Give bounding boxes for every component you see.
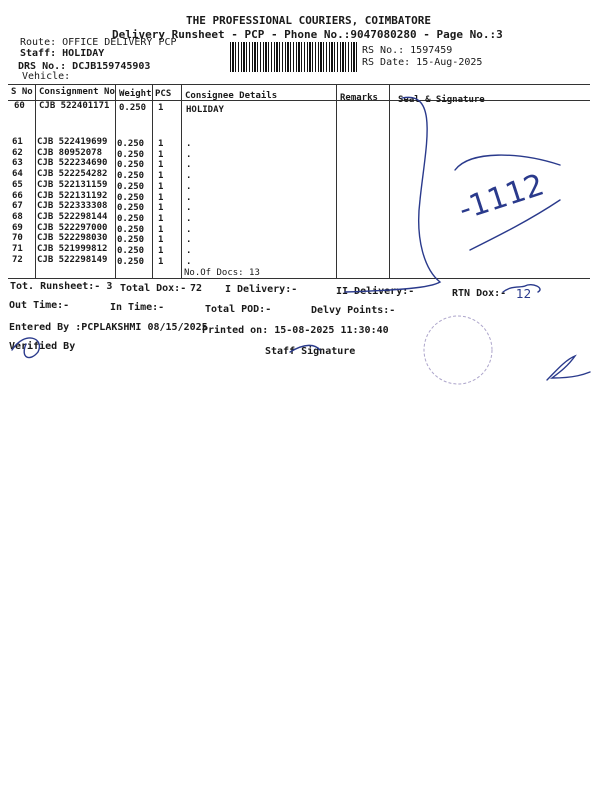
row-consignment: CJB 522298030 [37,233,108,244]
verified-signature [12,338,39,358]
row-consignee: . [186,192,192,203]
row-consignment: CJB 522333308 [37,201,108,212]
row-weight: 0.250 [117,213,145,224]
row-pcs: 1 [158,192,164,203]
entered-by: Entered By :PCPLAKSHMI 08/15/2025 [9,322,208,333]
company-name: THE PROFESSIONAL COURIERS, COIMBATORE [186,14,432,27]
row-pcs: 1 [158,235,164,246]
row-weight: 0.250 [117,224,145,235]
row-pcs: 1 [158,171,164,182]
rtn-dox: RTN Dox:- [452,288,507,299]
row-sno: 62 [12,147,23,158]
col-header-seal-signature: Seal & Signature [398,95,485,105]
row-pcs: 1 [158,224,164,235]
seal-signature-scrawl [345,97,440,292]
row-pcs: 1 [158,246,164,256]
printed-on: Printed on: 15-08-2025 11:30:40 [202,325,389,336]
col-header-remarks: Remarks [340,93,378,103]
row-consignment: CJB 522254282 [37,169,108,180]
tot-runsheet: Tot. Runsheet:- 3 [10,281,113,292]
row-sno: 70 [12,233,23,244]
row-sno: 67 [12,201,23,212]
row-weight: 0.250 [117,181,145,192]
i-delivery: I Delivery:- [225,284,298,295]
row-sno: 68 [12,211,23,222]
total-dox-value: 72 [190,283,203,294]
row-consignee: . [186,139,192,149]
row-consignee: . [186,256,192,267]
drs-number: DRS No.: DCJB159745903 [18,61,151,72]
row-weight: 0.250 [117,246,145,256]
row-consignment: CJB 522298149 [37,254,108,265]
out-time: Out Time:- [9,300,70,311]
row-pcs: 1 [158,149,164,160]
row-pcs: 1 [158,139,164,149]
total-pod: Total POD:- [205,304,272,315]
row-consignee: . [186,149,192,160]
row-consignee: . [186,203,192,214]
row-consignment: CJB 522401171 [39,101,110,111]
col-header-pcs: PCS [155,89,172,99]
row-pcs: 1 [158,203,164,214]
row-weight: 0.250 [117,171,145,182]
row-consignee: . [186,235,192,246]
row-pcs: 1 [158,103,164,113]
row-consignee: HOLIDAY [186,105,224,115]
row-consignment: CJB 522297000 [37,222,108,233]
row-sno: 60 [14,101,25,111]
col-header-sno: S No [11,87,33,97]
in-time: In Time:- [110,302,165,313]
rs-date: RS Date: 15-Aug-2025 [362,57,483,68]
row-consignment: CJB 522131192 [37,190,108,201]
row-sno: 63 [12,158,23,169]
route-label: Route: OFFICE DELIVERY PCP [20,37,177,48]
row-consignee: . [186,224,192,235]
row-consignment: CJB 522419699 [37,137,108,147]
row-weight: 0.250 [117,149,145,160]
stamp-signature [547,356,590,380]
row-weight: 0.250 [117,235,145,246]
row-pcs: 1 [158,181,164,192]
row-consignment: CJB 521999812 [37,244,108,254]
row-sno: 71 [12,244,23,254]
rtn-handwritten-note: 12 [516,287,532,301]
row-weight: 0.250 [117,256,145,267]
row-consignment: CJB 522131159 [37,179,108,190]
row-sno: 69 [12,222,23,233]
row-pcs: 1 [158,160,164,171]
row-consignee: . [186,181,192,192]
staff-label: Staff: HOLIDAY [20,48,105,59]
row-consignment: CJB 80952078 [37,147,103,158]
seal-signature-loop [455,155,560,170]
row-consignee: . [186,171,192,182]
row-consignee: . [186,246,192,256]
staff-signature-label: Staff Signature [265,346,356,357]
col-header-weight: Weight [119,89,152,99]
row-weight: 0.250 [117,203,145,214]
vehicle-label: Vehicle: [22,71,71,82]
no-of-docs: No.Of Docs: 13 [184,268,260,278]
row-consignment: CJB 522234690 [37,158,108,169]
col-header-consignment: Consignment No [39,87,115,97]
col-header-consignee: Consignee Details [185,91,278,101]
row-sno: 64 [12,169,23,180]
row-pcs: 1 [158,213,164,224]
staff-signature-mark [290,345,320,352]
ii-delivery: II Delivery:- [336,286,415,297]
row-weight: 0.250 [117,160,145,171]
row-sno: 72 [12,254,23,265]
row-consignment: CJB 522298144 [37,211,108,222]
seal-handwritten-note: -1112 [454,167,549,228]
runsheet-title: Delivery Runsheet - PCP - Phone No.:9047080280 - Page No.:3 [112,28,503,41]
verified-by: Verified By [9,341,76,352]
row-consignee: . [186,213,192,224]
row-sno: 61 [12,137,23,147]
row-consignee: . [186,160,192,171]
row-pcs: 1 [158,256,164,267]
row-weight: 0.250 [119,103,147,113]
delvy-points: Delvy Points:- [311,305,396,316]
row-sno: 65 [12,179,23,190]
office-stamp [424,316,492,384]
row-weight: 0.250 [117,192,145,203]
row-weight: 0.250 [117,139,145,149]
total-dox-label: Total Dox:- [120,283,187,294]
rs-number: RS No.: 1597459 [362,45,453,56]
row-sno: 66 [12,190,23,201]
